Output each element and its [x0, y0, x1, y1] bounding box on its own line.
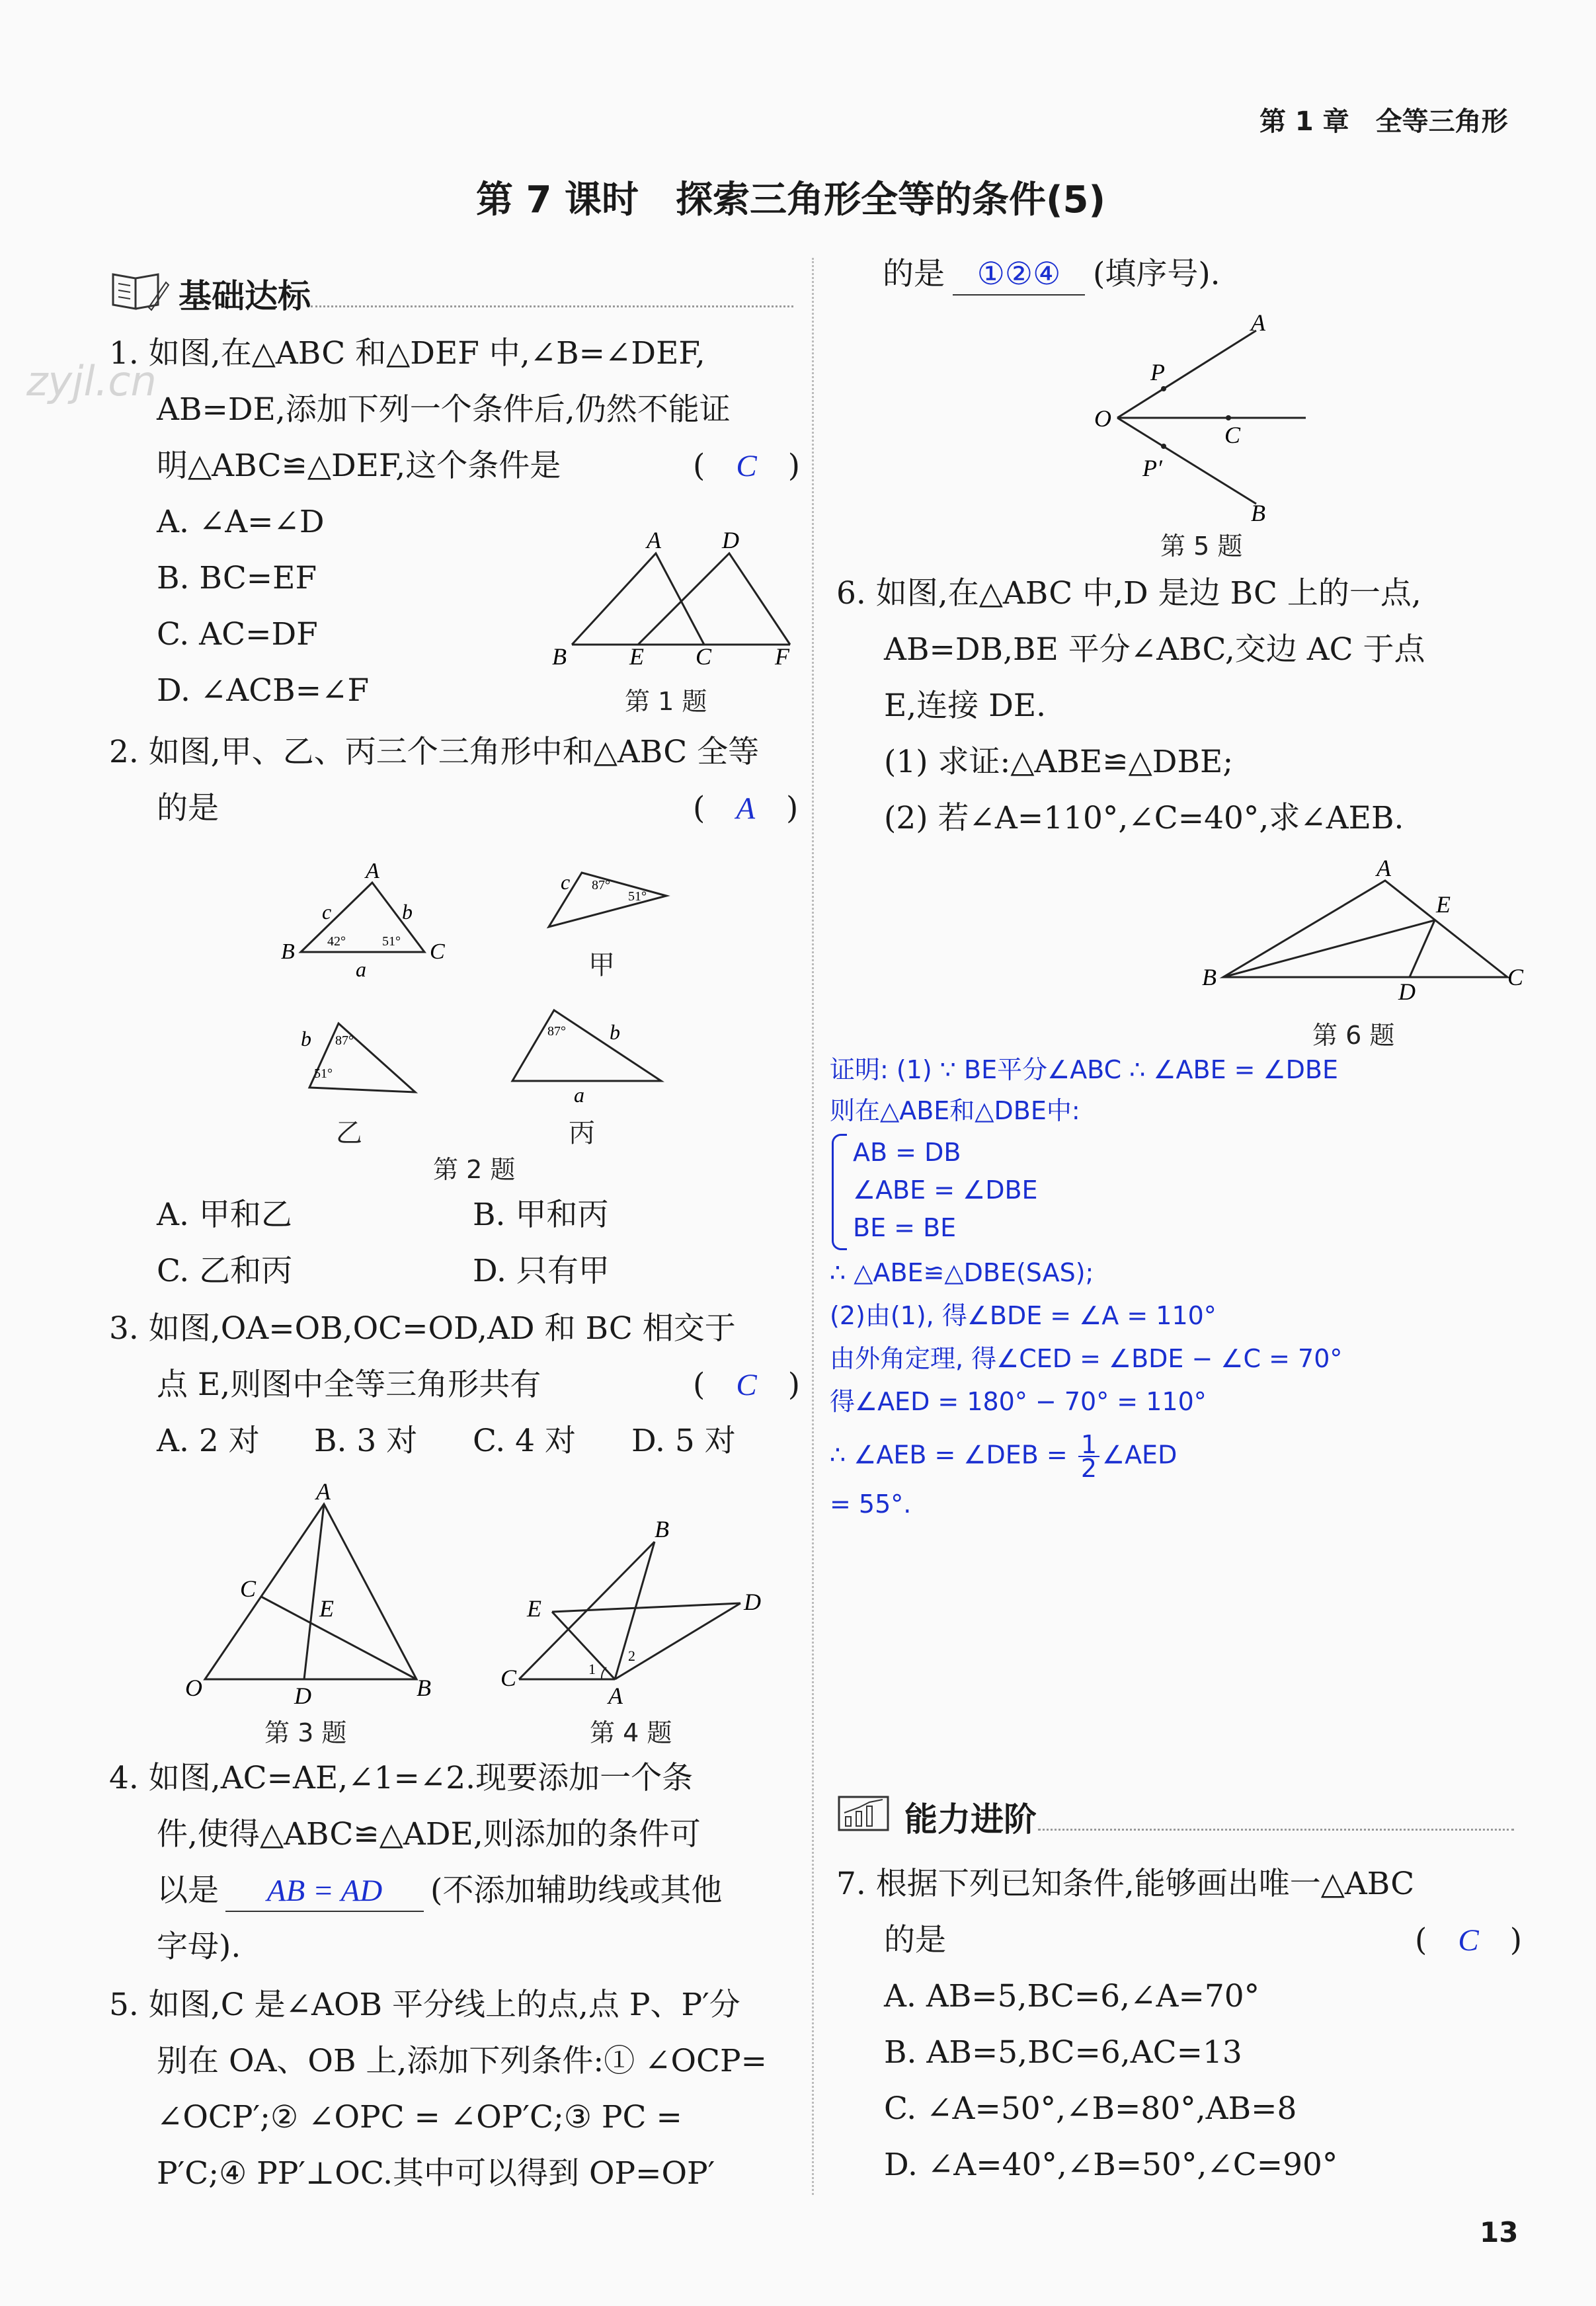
section-rule-2 [1038, 1829, 1514, 1831]
q2-answer-bracket: ( A ) [693, 790, 799, 826]
svg-text:42°: 42° [327, 934, 346, 949]
q4-line-2: 件,使得△ABC≌△ADE,则添加的条件可 [157, 1816, 701, 1852]
q2-name-yi: 乙 [336, 1118, 362, 1148]
watermark: zyjl.cn [26, 357, 157, 405]
q1-label-a: A [647, 527, 661, 553]
q2-option-b: B. 甲和丙 [473, 1197, 609, 1233]
svg-text:A: A [1251, 311, 1265, 336]
q6-line-5: (2) 若∠A=110°,∠C=40°,求∠AEB. [884, 800, 1404, 836]
q2-triangle-yi [309, 1023, 415, 1092]
q6-solution-11: = 55°. [830, 1490, 912, 1519]
q3-option-d: D. 5 对 [631, 1423, 736, 1459]
svg-text:2: 2 [628, 1648, 635, 1664]
q4-line-3: 以是 AB = AD (不添加辅助线或其他 [157, 1871, 722, 1912]
q2-line-1: 2. 如图,甲、乙、丙三个三角形中和△ABC 全等 [109, 734, 760, 770]
q2-caption: 第 2 题 [433, 1155, 516, 1184]
svg-text:D: D [294, 1683, 311, 1709]
svg-text:E: E [319, 1595, 334, 1622]
q6-caption: 第 6 题 [1312, 1021, 1395, 1050]
section-basic-heading: 基础达标 [179, 277, 311, 315]
svg-text:P: P [1150, 359, 1165, 385]
svg-text:c: c [561, 870, 571, 894]
q1-label-e: E [629, 643, 644, 670]
q6-solution-6: ∴ △ABE≌△DBE(SAS); [830, 1258, 1094, 1287]
q3-option-a: A. 2 对 [157, 1423, 260, 1459]
q3-figure [179, 1481, 456, 1712]
svg-text:B: B [281, 939, 295, 964]
q7-option-a: A. AB=5,BC=6,∠A=70° [884, 1978, 1260, 2014]
svg-text:a: a [356, 957, 366, 981]
svg-text:A: A [1377, 855, 1391, 881]
svg-text:B: B [1202, 964, 1217, 990]
svg-text:b: b [402, 900, 413, 924]
q5-line-5: 的是 ①②④ (填序号). [883, 255, 1220, 296]
q6-solution-5: BE = BE [853, 1213, 957, 1242]
q6-solution-7: (2)由(1), 得∠BDE = ∠A = 110° [830, 1301, 1217, 1330]
book-icon [109, 268, 170, 317]
q4-caption: 第 4 题 [590, 1718, 672, 1747]
q2-name-jia: 甲 [588, 950, 615, 980]
svg-text:B: B [417, 1675, 431, 1701]
q6-solution-9: 得∠AED = 180° − 70° = 110° [830, 1387, 1207, 1416]
q1-line-2: AB=DE,添加下列一个条件后,仍然不能证 [157, 391, 731, 428]
svg-text:E: E [527, 1595, 541, 1622]
q1-answer-bracket: ( C ) [693, 448, 801, 484]
q1-option-c: C. AC=DF [157, 616, 318, 653]
q6-line-1: 6. 如图,在△ABC 中,D 是边 BC 上的一点, [836, 575, 1421, 612]
q3-caption: 第 3 题 [264, 1718, 347, 1747]
q2-figure [271, 853, 681, 1170]
svg-text:B: B [655, 1516, 669, 1542]
section-rule [311, 305, 793, 307]
svg-text:51°: 51° [314, 1066, 333, 1081]
svg-text:C: C [240, 1575, 257, 1602]
q4-answer: AB = AD [266, 1874, 383, 1908]
svg-text:87°: 87° [335, 1033, 354, 1048]
svg-text:D: D [1398, 978, 1416, 1005]
q1-answer: C [736, 449, 757, 483]
q5-caption: 第 5 题 [1160, 532, 1243, 561]
q3-line-2: 点 E,则图中全等三角形共有 [157, 1367, 541, 1403]
svg-text:51°: 51° [382, 934, 401, 949]
page-title: 第 7 课时 探索三角形全等的条件(5) [476, 179, 1106, 221]
q1-label-c: C [696, 643, 712, 670]
page-number: 13 [1480, 2216, 1519, 2248]
svg-text:E: E [1436, 891, 1451, 918]
q3-option-b: B. 3 对 [314, 1423, 418, 1459]
q2-answer: A [736, 791, 756, 826]
svg-text:C: C [500, 1665, 517, 1691]
q5-figure [1078, 311, 1329, 529]
svg-text:O: O [1094, 405, 1111, 432]
q6-solution-4: ∠ABE = ∠DBE [853, 1175, 1038, 1205]
q5-answer: ①②④ [977, 257, 1061, 292]
q5-line-3: ∠OCP′;② ∠OPC = ∠OP′C;③ PC = [157, 2099, 682, 2135]
q5-line-2: 别在 OA、OB 上,添加下列条件:① ∠OCP= [157, 2043, 768, 2079]
q1-label-d: D [722, 527, 739, 553]
q1-triangle-def [638, 553, 790, 645]
q7-option-d: D. ∠A=40°,∠B=50°,∠C=90° [884, 2147, 1338, 2183]
q6-solution-8: 由外角定理, 得∠CED = ∠BDE − ∠C = 70° [830, 1344, 1343, 1373]
svg-text:C: C [430, 939, 445, 964]
q2-option-d: D. 只有甲 [473, 1253, 610, 1289]
svg-text:1: 1 [588, 1661, 596, 1677]
q2-name-bing: 丙 [569, 1118, 595, 1148]
q6-solution-1: 证明: (1) ∵ BE平分∠ABC ∴ ∠ABE = ∠DBE [830, 1055, 1338, 1084]
q2-triangle-bing [512, 1010, 661, 1081]
svg-text:B: B [1251, 500, 1265, 526]
q1-label-b: B [552, 643, 567, 670]
q6-line-3: E,连接 DE. [884, 688, 1047, 724]
q7-line-1: 7. 根据下列已知条件,能够画出唯一△ABC [836, 1866, 1415, 1902]
q2-line-2: 的是 [157, 790, 219, 826]
svg-text:87°: 87° [547, 1024, 566, 1039]
svg-text:P′: P′ [1142, 455, 1162, 481]
svg-text:D: D [744, 1589, 761, 1615]
svg-text:c: c [322, 900, 332, 924]
q5-line-1: 5. 如图,C 是∠AOB 平分线上的点,点 P、P′分 [109, 1987, 740, 2023]
svg-text:b: b [610, 1020, 620, 1044]
svg-text:b: b [301, 1027, 311, 1051]
svg-text:A: A [366, 859, 379, 883]
q6-solution-3: AB = DB [853, 1138, 961, 1167]
q6-solution-2: 则在△ABE和△DBE中: [830, 1096, 1080, 1125]
q3-option-c: C. 4 对 [473, 1423, 577, 1459]
q6-brace [832, 1134, 847, 1250]
q2-option-c: C. 乙和丙 [157, 1253, 293, 1289]
column-divider [812, 258, 814, 2195]
q3-answer-bracket: ( C ) [693, 1367, 801, 1403]
svg-text:C: C [1507, 964, 1524, 990]
svg-text:A: A [608, 1683, 623, 1709]
svg-text:51°: 51° [628, 889, 647, 904]
q1-label-f: F [775, 643, 789, 670]
svg-text:a: a [574, 1083, 584, 1107]
q6-frac-den: 2 [1080, 1454, 1097, 1483]
q5-line-4: P′C;④ PP′⊥OC.其中可以得到 OP=OP′ [157, 2155, 715, 2192]
q1-figure [542, 526, 807, 684]
section-advanced-heading: 能力进阶 [904, 1800, 1037, 1839]
q7-answer: C [1458, 1923, 1479, 1958]
q1-option-a: A. ∠A=∠D [157, 504, 325, 540]
q6-figure [1190, 853, 1534, 1018]
svg-text:O: O [185, 1675, 202, 1701]
q1-option-b: B. BC=EF [157, 560, 317, 596]
q3-answer: C [736, 1368, 757, 1402]
q6-line-2: AB=DB,BE 平分∠ABC,交边 AC 于点 [884, 631, 1425, 668]
q6-line-4: (1) 求证:△ABE≌△DBE; [884, 744, 1234, 780]
q1-caption: 第 1 题 [625, 687, 707, 716]
q1-line-1: 1. 如图,在△ABC 和△DEF 中,∠B=∠DEF, [109, 335, 705, 372]
q4-line-1: 4. 如图,AC=AE,∠1=∠2.现要添加一个条 [109, 1760, 694, 1796]
svg-text:A: A [316, 1481, 331, 1505]
q1-line-3: 明△ABC≌△DEF,这个条件是 [157, 448, 561, 484]
q7-option-c: C. ∠A=50°,∠B=80°,AB=8 [884, 2090, 1297, 2127]
q6-solution-10: ∴ ∠AEB = ∠DEB = $\frac{1}{2}$ ∠AED [830, 1430, 1177, 1483]
q4-line-5: 字母). [157, 1928, 241, 1965]
chapter-header: 第 1 章 全等三角形 [1259, 106, 1508, 137]
q6-frac-num: 1 [1078, 1433, 1099, 1457]
svg-text:C: C [1224, 422, 1241, 448]
q2-option-a: A. 甲和乙 [157, 1197, 292, 1233]
chart-icon [836, 1793, 891, 1837]
q1-option-d: D. ∠ACB=∠F [157, 672, 370, 709]
q4-figure [493, 1514, 783, 1712]
q7-line-2: 的是 [884, 1922, 946, 1958]
q7-option-b: B. AB=5,BC=6,AC=13 [884, 2034, 1242, 2071]
svg-text:87°: 87° [592, 878, 610, 893]
q7-answer-bracket: ( C ) [1415, 1922, 1523, 1958]
q3-line-1: 3. 如图,OA=OB,OC=OD,AD 和 BC 相交于 [109, 1310, 736, 1347]
